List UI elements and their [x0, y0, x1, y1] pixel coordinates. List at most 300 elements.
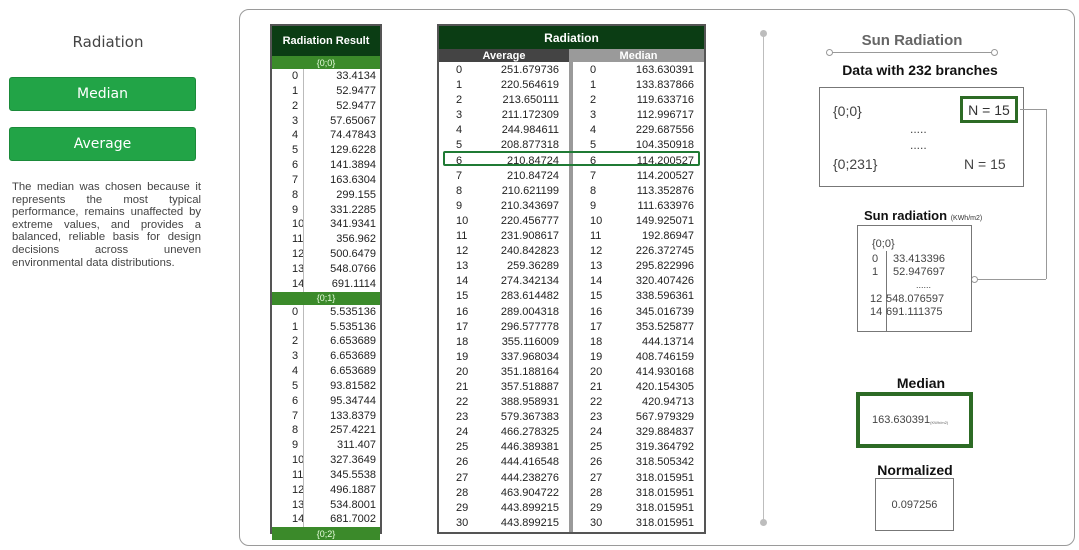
- row-value: 113.352876: [636, 184, 694, 197]
- row-value: 463.904722: [500, 486, 559, 499]
- row-index: 11: [590, 230, 602, 243]
- row-value: 112.996717: [636, 109, 694, 122]
- row-value: 345.016739: [635, 305, 694, 318]
- underline-left-dot: [826, 49, 833, 56]
- row-value: 257.4221: [303, 423, 380, 438]
- row-value: 579.367383: [500, 411, 559, 424]
- radiation-result-header: Radiation Result: [272, 26, 380, 56]
- table-row: [439, 350, 569, 365]
- row-index: 8: [456, 184, 463, 197]
- connector-line-top: [1020, 109, 1046, 110]
- row-value: 327.3649: [303, 453, 380, 468]
- row-index: 11: [292, 468, 304, 481]
- row-index: 21: [590, 380, 603, 393]
- sun-radiation-group: {0;0}: [872, 238, 895, 250]
- row-value: 331.2285: [303, 203, 380, 218]
- median-column: [573, 63, 704, 531]
- row-value: 444.238276: [500, 471, 559, 484]
- row-value: 6.653689: [303, 334, 380, 349]
- row-value: 496.1887: [303, 483, 380, 498]
- median-title: Median: [896, 375, 946, 391]
- vertical-divider: [763, 33, 764, 523]
- row-value: 213.650111: [502, 94, 559, 107]
- row-index: 4: [292, 129, 299, 142]
- table-row: [573, 199, 704, 214]
- row-value: 337.968034: [500, 350, 559, 363]
- sr-index: 0: [872, 253, 879, 265]
- row-value: 318.505342: [635, 456, 694, 469]
- row-value: 500.6479: [303, 247, 380, 262]
- row-value: 289.004318: [500, 305, 559, 318]
- average-button[interactable]: Average: [9, 127, 196, 161]
- table-row: [439, 516, 569, 531]
- table-row: [272, 453, 380, 468]
- table-row: [272, 114, 380, 129]
- row-value: 6.653689: [303, 349, 380, 364]
- sr-index: 1: [872, 266, 879, 278]
- table-row: [272, 512, 380, 527]
- table-row: [272, 468, 380, 483]
- row-value: 274.342134: [500, 275, 559, 288]
- table-row: [439, 410, 569, 425]
- row-index: 7: [456, 169, 463, 182]
- row-value: 210.84724: [507, 154, 559, 167]
- row-index: 28: [456, 486, 469, 499]
- median-column-header: Median: [573, 49, 704, 62]
- row-index: 0: [456, 64, 463, 76]
- row-index: 29: [590, 501, 603, 514]
- table-row: [573, 305, 704, 320]
- row-value: 6.653689: [303, 364, 380, 379]
- row-value: 299.155: [303, 188, 380, 203]
- table-row: [272, 438, 380, 453]
- table-row: [272, 158, 380, 173]
- row-index: 2: [292, 335, 299, 348]
- table-row: [573, 516, 704, 531]
- row-index: 4: [590, 124, 597, 137]
- row-value: 226.372745: [635, 245, 694, 258]
- row-index: 22: [456, 396, 469, 409]
- table-row: [439, 184, 569, 199]
- divider-bottom-dot: [760, 519, 767, 526]
- row-value: 681.7002: [303, 512, 380, 527]
- table-row: [272, 203, 380, 218]
- table-row: [573, 184, 704, 199]
- row-value: 444.13714: [642, 335, 694, 348]
- table-row: [573, 244, 704, 259]
- table-row: [272, 173, 380, 188]
- table-row: [272, 483, 380, 498]
- sr-index: 12: [870, 293, 883, 305]
- table-row: [439, 455, 569, 470]
- row-index: 29: [456, 501, 469, 514]
- row-value: 129.6228: [303, 143, 380, 158]
- row-index: 6: [590, 154, 597, 167]
- row-value: 329.884837: [635, 426, 694, 439]
- table-row: [439, 320, 569, 335]
- row-index: 3: [292, 114, 299, 127]
- sr-value: 33.413396: [893, 253, 945, 265]
- row-index: 8: [292, 188, 299, 201]
- row-index: 6: [456, 154, 463, 167]
- average-column-header: Average: [439, 49, 569, 62]
- row-index: 14: [292, 277, 305, 290]
- median-unit: (KWh/m2): [930, 419, 949, 425]
- row-index: 6: [292, 159, 299, 172]
- average-column: [439, 63, 569, 531]
- row-value: 319.364792: [635, 441, 694, 454]
- row-index: 8: [292, 424, 299, 437]
- table-row: [272, 143, 380, 158]
- table-row: [573, 471, 704, 486]
- row-index: 13: [590, 260, 603, 273]
- row-value: 133.8379: [303, 409, 380, 424]
- table-row: [573, 229, 704, 244]
- row-index: 21: [456, 380, 469, 393]
- n-count-first-highlight: N = 15: [960, 96, 1018, 123]
- row-index: 30: [456, 516, 469, 529]
- table-row: [573, 274, 704, 289]
- row-index: 25: [590, 441, 603, 454]
- row-value: 141.3894: [303, 158, 380, 173]
- row-value: 446.389381: [500, 441, 559, 454]
- description-text: The median was chosen because it represents the most typical performance, remains unaffected by extreme values, and provides a balanced, reliable basis for design decisions across uneven environmental data distributions.: [12, 181, 201, 269]
- row-index: 27: [590, 471, 603, 484]
- row-value: 210.84724: [507, 169, 559, 182]
- row-value: 408.746159: [635, 350, 694, 363]
- row-index: 11: [292, 233, 304, 246]
- row-value: 95.34744: [303, 394, 380, 409]
- row-index: 10: [590, 214, 603, 227]
- row-value: 57.65067: [303, 114, 380, 129]
- normalized-result-box: [875, 478, 954, 531]
- table-row: [573, 108, 704, 123]
- table-row: [573, 335, 704, 350]
- table-row: [573, 93, 704, 108]
- row-index: 5: [456, 139, 463, 152]
- table-row: [439, 425, 569, 440]
- connector-end-dot: [971, 276, 978, 283]
- row-value: 338.596361: [635, 290, 694, 303]
- table-row: [272, 349, 380, 364]
- row-index: 18: [456, 335, 469, 348]
- table-row: [573, 425, 704, 440]
- row-index: 10: [292, 454, 305, 467]
- table-row: [439, 335, 569, 350]
- row-index: 10: [456, 214, 469, 227]
- row-value: 208.877318: [500, 139, 559, 152]
- row-index: 1: [456, 79, 463, 92]
- table-row: [573, 395, 704, 410]
- table-row: [272, 247, 380, 262]
- row-value: 443.899215: [500, 516, 559, 529]
- row-index: 13: [292, 498, 305, 511]
- table-row: [439, 274, 569, 289]
- row-value: 295.822996: [635, 260, 694, 273]
- table-row: [573, 440, 704, 455]
- row-index: 23: [456, 411, 469, 424]
- row-value: 192.86947: [642, 230, 694, 243]
- table-row: [439, 123, 569, 138]
- table-row: [439, 78, 569, 93]
- row-value: 320.407426: [635, 275, 694, 288]
- table-row: [272, 409, 380, 424]
- row-index: 1: [292, 320, 299, 333]
- row-index: 7: [590, 169, 597, 182]
- row-index: 7: [292, 409, 299, 422]
- row-value: 52.9477: [303, 99, 380, 114]
- table-row: [573, 350, 704, 365]
- table-row: [439, 244, 569, 259]
- row-value: 296.577778: [500, 320, 559, 333]
- highlight-row-6: [443, 151, 700, 166]
- row-value: 311.407: [303, 438, 380, 453]
- branches-box: [819, 87, 1024, 187]
- row-value: 318.015951: [635, 486, 694, 499]
- table-row: [573, 123, 704, 138]
- row-index: 13: [292, 262, 305, 275]
- row-index: 14: [292, 513, 305, 526]
- row-index: 17: [456, 320, 469, 333]
- table-row: [439, 199, 569, 214]
- table-row: [439, 289, 569, 304]
- table-row: [272, 262, 380, 277]
- table-row: [573, 63, 704, 78]
- row-index: 14: [456, 275, 469, 288]
- row-value: 52.9477: [303, 84, 380, 99]
- row-value: 341.9341: [303, 217, 380, 232]
- row-index: 22: [590, 396, 603, 409]
- table-row: [272, 84, 380, 99]
- row-index: 14: [590, 275, 603, 288]
- row-value: 211.172309: [501, 109, 559, 122]
- table-row: [439, 380, 569, 395]
- median-button[interactable]: Median: [9, 77, 196, 111]
- row-value: 691.1114: [303, 277, 380, 292]
- radiation-table-header: Radiation: [439, 26, 704, 49]
- row-value: 5.535136: [303, 320, 380, 335]
- row-index: 1: [292, 84, 299, 97]
- divider-top-dot: [760, 30, 767, 37]
- table-row: [439, 471, 569, 486]
- row-index: 9: [292, 439, 299, 452]
- table-row: [573, 486, 704, 501]
- row-index: 15: [590, 290, 603, 303]
- row-index: 12: [590, 245, 603, 258]
- table-row: [439, 229, 569, 244]
- sun-radiation-unit: (KWh/m2): [950, 215, 983, 222]
- n-count-last: N = 15: [964, 156, 1006, 172]
- table-row: [439, 169, 569, 184]
- radiation-table: [437, 24, 706, 534]
- table-row: [573, 259, 704, 274]
- row-value: 318.015951: [635, 501, 694, 514]
- table-row: [573, 380, 704, 395]
- radiation-result-body: [272, 56, 380, 540]
- sun-radiation-box: [857, 225, 972, 332]
- row-index: 3: [456, 109, 463, 122]
- table-row: [439, 63, 569, 78]
- row-value: 5.535136: [303, 305, 380, 320]
- row-index: 7: [292, 173, 299, 186]
- table-row: [272, 217, 380, 232]
- row-index: 3: [590, 109, 597, 122]
- row-value: 93.81582: [303, 379, 380, 394]
- row-value: 220.456777: [500, 214, 559, 227]
- row-value: 356.962: [303, 232, 380, 247]
- row-index: 25: [456, 441, 469, 454]
- row-value: 210.621199: [501, 184, 559, 197]
- row-value: 318.015951: [635, 471, 694, 484]
- row-value: 534.8001: [303, 498, 380, 513]
- row-value: 548.0766: [303, 262, 380, 277]
- row-index: 2: [590, 94, 597, 107]
- row-index: 19: [590, 350, 603, 363]
- branches-subtitle: Data with 232 branches: [842, 62, 998, 78]
- row-value: 231.908617: [500, 230, 559, 243]
- table-row: [439, 486, 569, 501]
- row-value: 133.837866: [635, 79, 694, 92]
- row-index: 9: [590, 199, 597, 212]
- row-index: 12: [292, 483, 305, 496]
- row-value: 244.984611: [501, 124, 559, 137]
- ellipsis-2: .....: [910, 138, 927, 152]
- row-index: 20: [590, 365, 603, 378]
- normalized-value: 0.097256: [891, 498, 938, 511]
- row-index: 9: [456, 199, 463, 212]
- row-value: 414.930168: [635, 365, 694, 378]
- table-row: [573, 320, 704, 335]
- table-row: [573, 410, 704, 425]
- row-index: 9: [292, 203, 299, 216]
- sun-radiation-heading-text: Sun radiation: [864, 208, 948, 223]
- table-row: [573, 289, 704, 304]
- row-index: 13: [456, 260, 469, 273]
- group-header: {0;0}: [272, 56, 380, 69]
- table-row: [439, 440, 569, 455]
- row-index: 11: [456, 230, 468, 243]
- row-value: 420.154305: [635, 380, 694, 393]
- row-value: 111.633976: [637, 199, 694, 212]
- ellipsis-1: .....: [910, 122, 927, 136]
- row-index: 16: [456, 305, 469, 318]
- row-value: 114.200527: [636, 154, 694, 167]
- row-index: 23: [590, 411, 603, 424]
- row-value: 240.842823: [500, 245, 559, 258]
- row-index: 1: [590, 79, 597, 92]
- row-value: 251.679736: [500, 64, 559, 76]
- row-index: 26: [590, 456, 603, 469]
- row-value: 74.47843: [303, 128, 380, 143]
- table-row: [272, 99, 380, 114]
- row-value: 114.200527: [636, 169, 694, 182]
- table-row: [272, 128, 380, 143]
- row-index: 15: [456, 290, 469, 303]
- row-index: 12: [456, 245, 469, 258]
- row-index: 26: [456, 456, 469, 469]
- table-row: [272, 188, 380, 203]
- sr-value: 52.947697: [893, 266, 945, 278]
- table-row: [439, 93, 569, 108]
- table-row: [272, 277, 380, 292]
- row-index: 24: [456, 426, 469, 439]
- radiation-title: Radiation: [72, 33, 144, 51]
- row-value: 220.564619: [500, 79, 559, 92]
- row-value: 351.188164: [500, 365, 559, 378]
- radiation-result-table: [270, 24, 382, 539]
- connector-line-vertical: [1046, 109, 1047, 279]
- normalized-title: Normalized: [877, 462, 953, 478]
- row-value: 567.979329: [635, 411, 694, 424]
- row-index: 17: [590, 320, 603, 333]
- group-header: {0;2}: [272, 527, 380, 540]
- table-row: [272, 305, 380, 320]
- row-index: 4: [292, 365, 299, 378]
- row-value: 444.416548: [500, 456, 559, 469]
- row-index: 30: [590, 516, 603, 529]
- row-index: 18: [590, 335, 603, 348]
- row-index: 5: [292, 379, 299, 392]
- row-value: 259.36289: [507, 260, 559, 273]
- row-index: 5: [590, 139, 597, 152]
- row-index: 8: [590, 184, 597, 197]
- row-index: 0: [590, 64, 597, 76]
- row-index: 0: [292, 70, 299, 82]
- row-value: 283.614482: [500, 290, 559, 303]
- table-row: [439, 395, 569, 410]
- row-index: 19: [456, 350, 469, 363]
- sun-radiation-heading: [864, 208, 982, 223]
- sun-radiation-title: Sun Radiation: [861, 32, 963, 49]
- row-value: 388.958931: [500, 396, 559, 409]
- table-row: [272, 394, 380, 409]
- table-row: [272, 423, 380, 438]
- table-row: [573, 169, 704, 184]
- row-index: 4: [456, 124, 463, 137]
- table-row: [573, 455, 704, 470]
- table-row: [272, 334, 380, 349]
- table-row: [439, 365, 569, 380]
- row-index: 28: [590, 486, 603, 499]
- row-value: 163.6304: [303, 173, 380, 188]
- row-value: 357.518887: [500, 380, 559, 393]
- table-row: [573, 501, 704, 516]
- row-value: 353.525877: [635, 320, 694, 333]
- table-row: [439, 305, 569, 320]
- row-index: 2: [292, 99, 299, 112]
- row-value: 318.015951: [635, 516, 694, 529]
- row-value: 149.925071: [635, 214, 694, 227]
- row-index: 5: [292, 144, 299, 157]
- row-value: 229.687556: [635, 124, 694, 137]
- row-value: 163.630391: [635, 64, 694, 76]
- title-underline: [830, 52, 994, 53]
- row-value: 466.278325: [500, 426, 559, 439]
- row-index: 6: [292, 394, 299, 407]
- row-index: 24: [590, 426, 603, 439]
- row-index: 20: [456, 365, 469, 378]
- row-value: 443.899215: [500, 501, 559, 514]
- row-value: 104.350918: [635, 139, 694, 152]
- table-row: [573, 78, 704, 93]
- branch-last-label: {0;231}: [833, 156, 878, 172]
- table-row: [439, 259, 569, 274]
- row-index: 16: [590, 305, 603, 318]
- table-row: [272, 69, 380, 84]
- row-index: 27: [456, 471, 469, 484]
- row-value: 420.94713: [642, 396, 694, 409]
- table-row: [439, 214, 569, 229]
